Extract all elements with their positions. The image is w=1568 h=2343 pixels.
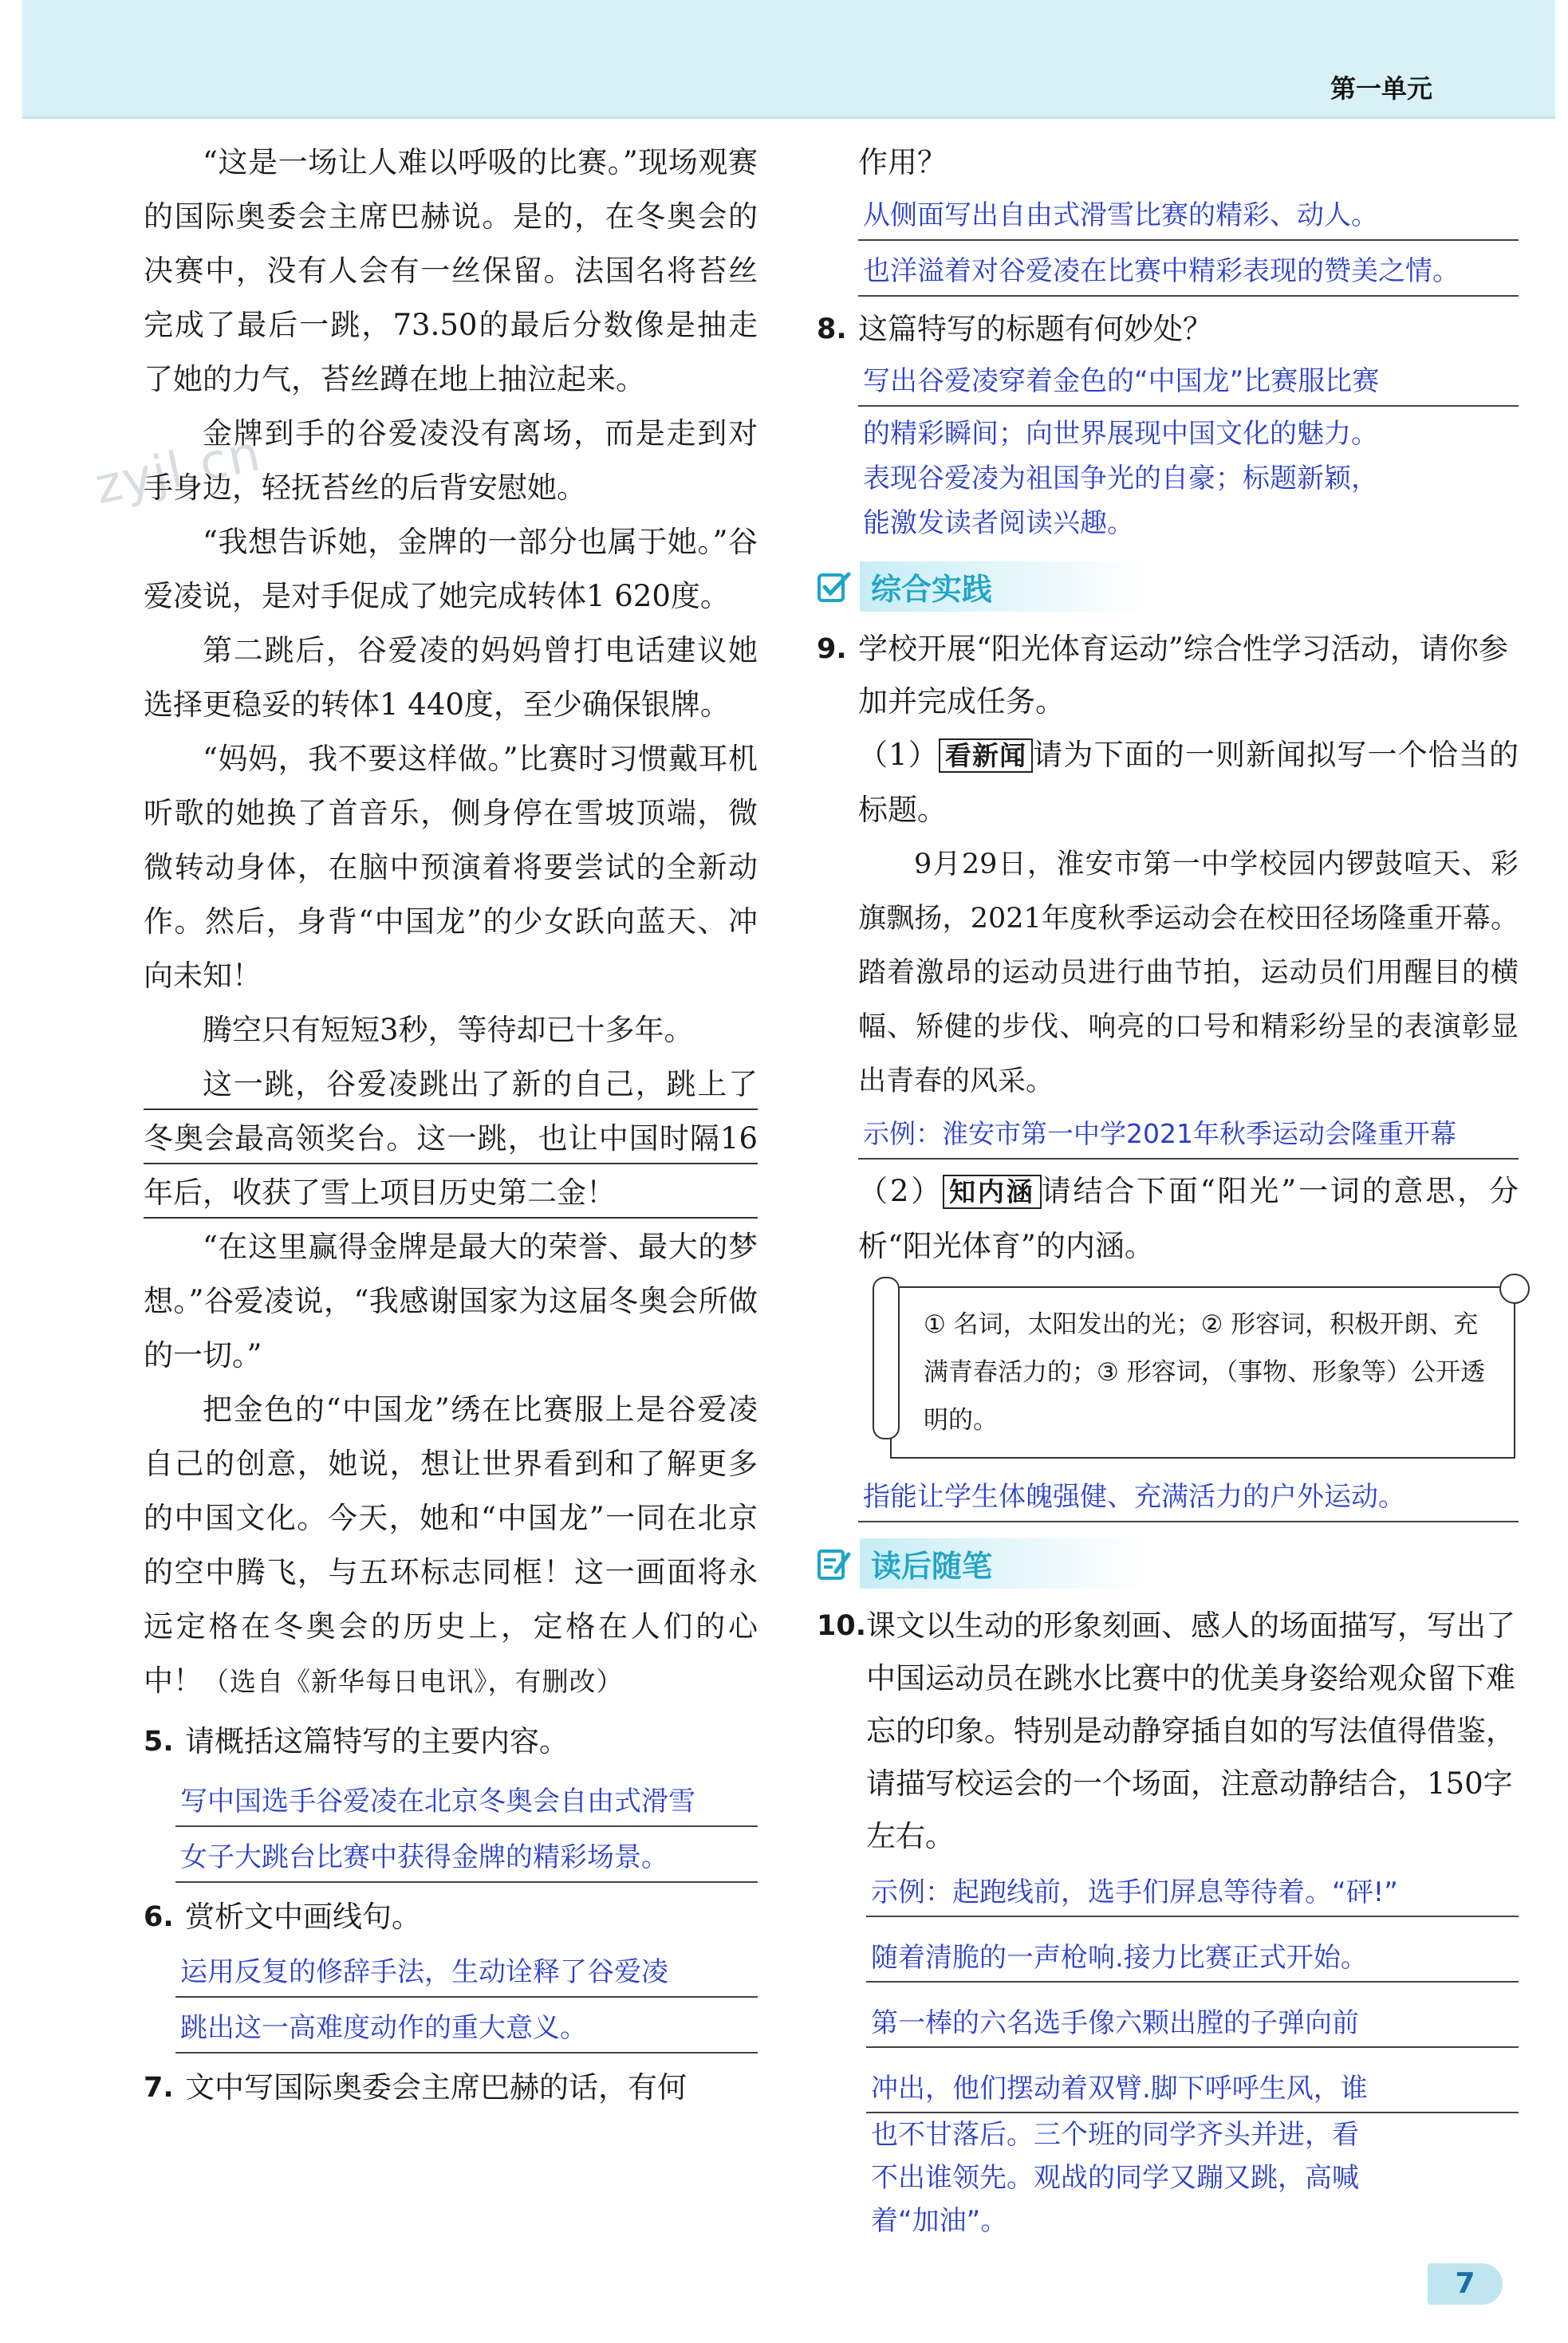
question-9 xyxy=(817,623,1519,728)
answer-line: 着“加油”。 xyxy=(871,2205,1008,2237)
article-paragraph-text: 把金色的“中国龙”绣在比赛服上是谷爱凌自己的创意，她说，想让世界看到和了解更多的中国文化。今天，她和“中国龙”一同在北京的空中腾飞，与五环标志同框！这一画面将永远定格在冬奥会的历史上，定格在人们的心中！ xyxy=(144,1392,758,1698)
answer-9-2 xyxy=(858,1471,1519,1522)
article-paragraph: “我想告诉她，金牌的一部分也属于她。”谷爱凌说，是对手促成了她完成转体1 620度。 xyxy=(144,525,758,613)
underlined-paragraph: 这一跳，谷爱凌跳出了新的自己，跳上了冬奥会最高领奖台。这一跳，也让中国时隔16年后，收获了雪上项目历史第二金！ xyxy=(144,1057,758,1220)
answer-line: 随着清脆的一声枪响.接力比赛正式开始。 xyxy=(866,1933,1519,1983)
article-paragraph: 金牌到手的谷爱凌没有离场，而是走到对手身边，轻抚苔丝的后背安慰她。 xyxy=(144,416,758,505)
answer-6 xyxy=(175,1947,758,2054)
answer-line: 指能让学生体魄强健、充满活力的户外运动。 xyxy=(858,1471,1519,1522)
tag-kan-xinwen: 看新闻 xyxy=(939,738,1033,773)
tag-zhi-neihan: 知内涵 xyxy=(943,1175,1042,1209)
article-paragraph: “妈妈，我不要这样做。”比赛时习惯戴耳机听歌的她换了首音乐，侧身停在雪坡顶端，微微转动身体，在脑中预演着将要尝试的全新动作。然后，身背“中国龙”的少女跃向蓝天、冲向未知！ xyxy=(144,742,758,993)
answer-line: 能激发读者阅读兴趣。 xyxy=(863,507,1134,539)
right-column xyxy=(817,136,1519,2243)
answer-line: 跳出这一高难度动作的重大意义。 xyxy=(175,2002,758,2054)
article-paragraph xyxy=(144,1383,758,1709)
answer-line: 写出谷爱凌穿着金色的“中国龙”比赛服比赛 xyxy=(858,356,1519,407)
answer-line: 也不甘落后。三个班的同学齐头并进，看 xyxy=(871,2119,1359,2151)
question-7 xyxy=(144,2061,758,2114)
section-notes-title: 读后随笔 xyxy=(860,1538,1144,1589)
question-text: 文中写国际奥委会主席巴赫的话，有何 xyxy=(185,2070,687,2105)
question-number: 7. xyxy=(144,2072,174,2104)
question-text: 赏析文中画线句。 xyxy=(185,1900,421,1934)
definition-text: ① 名词，太阳发出的光；② 形容词，积极开朗、充满青春活力的；③ 形容词，（事物、形象等）公开透明的。 xyxy=(924,1310,1486,1435)
question-text: 请概括这篇特写的主要内容。 xyxy=(185,1724,569,1758)
watermark-text: zyjl.cn xyxy=(89,423,267,516)
article-paragraph: 腾空只有短短3秒，等待却已十多年。 xyxy=(203,1013,694,1047)
news-passage: 9月29日，淮安市第一中学校园内锣鼓喧天、彩旗飘扬，2021年度秋季运动会在校田径场隆重开幕。踏着激昂的运动员进行曲节拍，运动员们用醒目的横幅、矫健的步伐、响亮的口号和精彩纷呈的表演彰显出青春的风采。 xyxy=(858,849,1519,1097)
answer-line: 女子大跳台比赛中获得金牌的精彩场景。 xyxy=(175,1832,758,1883)
question-number: 6. xyxy=(144,1901,174,1933)
header-band xyxy=(22,0,1555,119)
article-paragraph: “这是一场让人难以呼吸的比赛。”现场观赛的国际奥委会主席巴赫说。是的，在冬奥会的决赛中，没有人会有一丝保留。法国名将苔丝完成了最后一跳，73.50的最后分数像是抽走了她的力气，苔丝蹲在地上抽泣起来。 xyxy=(144,145,758,396)
question-7-continuation: 作用？ xyxy=(858,145,947,179)
section-practice-title: 综合实践 xyxy=(860,561,1144,612)
answer-line: 写中国选手谷爱凌在北京冬奥会自由式滑雪 xyxy=(175,1776,758,1827)
answer-line: 示例：淮安市第一中学2021年秋季运动会隆重开幕 xyxy=(858,1108,1519,1160)
question-number: 10. xyxy=(817,1610,867,1642)
source-citation: （选自《新华每日电讯》，有删改） xyxy=(203,1666,624,1697)
left-column xyxy=(144,136,758,2114)
answer-9-1 xyxy=(858,1108,1519,1160)
article-paragraph: 第二跳后，谷爱凌的妈妈曾打电话建议她选择更稳妥的转体1 440度，至少确保银牌。 xyxy=(144,633,758,722)
answer-line: 表现谷爱凌为祖国争光的自豪；标题新颖， xyxy=(863,463,1378,494)
section-notes-header xyxy=(817,1538,1519,1589)
question-8 xyxy=(817,303,1519,356)
unit-label: 第一单元 xyxy=(1330,73,1432,104)
question-number: 9. xyxy=(817,633,847,665)
answer-8 xyxy=(858,356,1519,545)
question-10 xyxy=(817,1600,1519,1863)
answer-line: 不出谁领先。观战的同学又蹦又跳，高喊 xyxy=(871,2162,1359,2194)
sub-question-prefix: （1） xyxy=(858,738,939,772)
scroll-curl-icon xyxy=(873,1277,900,1439)
answer-10 xyxy=(866,1868,1519,2243)
question-number: 5. xyxy=(144,1726,174,1758)
question-5 xyxy=(144,1715,758,1768)
sub-question-prefix: （2） xyxy=(858,1174,944,1208)
question-text: 课文以生动的形象刻画、感人的场面描写，写出了中国运动员在跳水比赛中的优美身姿给观众留下难忘的印象。特别是动静穿插自如的写法值得借鉴，请描写校运会的一个场面，注意动静结合，150字左右。 xyxy=(866,1609,1515,1853)
definition-scroll xyxy=(890,1286,1515,1459)
answer-line: 从侧面写出自由式滑雪比赛的精彩、动人。 xyxy=(858,190,1519,241)
sub-question-text: 请为下面的一则新闻拟写一个恰当的标题。 xyxy=(858,738,1519,827)
sub-question-text: 请结合下面“阳光”一词的意思，分析“阳光体育”的内涵。 xyxy=(858,1174,1519,1263)
article-paragraph: “在这里赢得金牌是最大的荣誉、最大的梦想。”谷爱凌说，“我感谢国家为这届冬奥会所做的一切。” xyxy=(144,1230,758,1372)
answer-line: 示例：起跑线前，选手们屏息等待着。“砰!” xyxy=(866,1868,1519,1917)
sub-question-2 xyxy=(858,1164,1519,1274)
answer-line: 运用反复的修辞手法，生动诠释了谷爱凌 xyxy=(175,1947,758,1998)
answer-line: 的精彩瞬间；向世界展现中国文化的魅力。 xyxy=(863,418,1378,450)
answer-5 xyxy=(175,1776,758,1883)
section-practice-header xyxy=(817,561,1519,612)
question-text: 学校开展“阳光体育运动”综合性学习活动，请你参加并完成任务。 xyxy=(858,632,1508,719)
answer-line: 第一棒的六名选手像六颗出膛的子弹向前 xyxy=(866,1998,1519,2048)
answer-7 xyxy=(858,190,1519,297)
answer-line: 也洋溢着对谷爱凌在比赛中精彩表现的赞美之情。 xyxy=(858,246,1519,297)
question-9-body xyxy=(817,728,1519,1522)
sub-question-1 xyxy=(858,728,1519,837)
pencil-note-icon xyxy=(817,1546,852,1581)
scroll-curl-icon xyxy=(1499,1274,1530,1304)
page-number: 7 xyxy=(1428,2263,1503,2305)
question-text: 这篇特写的标题有何妙处？ xyxy=(858,312,1212,346)
question-6 xyxy=(144,1891,758,1943)
question-number: 8. xyxy=(817,313,847,345)
checkmark-pencil-icon xyxy=(817,569,852,604)
answer-line: 冲出，他们摆动着双臂.脚下呼呼生风，谁 xyxy=(866,2064,1519,2113)
